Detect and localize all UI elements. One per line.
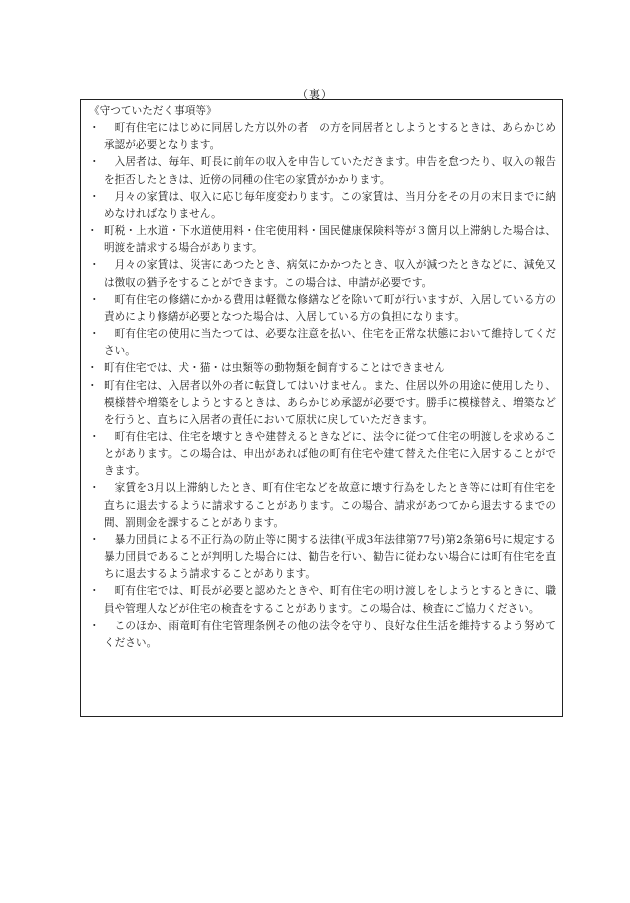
rule-text: 町有住宅では、犬・猫・は虫類等の動物類を飼育することはできません xyxy=(104,362,445,375)
bullet-icon: ・ xyxy=(89,585,100,598)
rule-item xyxy=(87,480,556,531)
rule-item xyxy=(87,532,556,583)
rule-item xyxy=(87,154,556,188)
bullet-icon: ・ xyxy=(89,190,100,203)
rule-item xyxy=(87,326,556,360)
bullet-icon: ・ xyxy=(89,293,100,306)
page-header: （裏） xyxy=(297,88,333,101)
rule-item xyxy=(87,618,556,652)
rule-item xyxy=(87,378,556,429)
rule-text: 家賃を3月以上滞納したとき、町有住宅などを故意に壊す行為をしたとき等には町有住宅を直ちに退去するように請求することがあります。この場合、請求があつてから退去するまでの間、罰則金を課することがあります。 xyxy=(104,482,556,529)
rule-item xyxy=(87,120,556,154)
bullet-icon: ・ xyxy=(87,379,98,392)
bullet-icon: ・ xyxy=(87,225,98,238)
rule-item xyxy=(87,189,556,223)
rule-item xyxy=(87,223,556,257)
bullet-icon: ・ xyxy=(89,482,100,495)
rule-text: 町有住宅の修繕にかかる費用は軽微な修繕などを除いて町が行いますが、入居している方の責めにより修繕が必要となつた場合は、入居している方の負担になります。 xyxy=(104,293,556,323)
bullet-icon: ・ xyxy=(89,619,100,632)
bullet-icon: ・ xyxy=(89,259,100,272)
rule-text: 町有住宅は、住宅を壊すときや建替えるときなどに、法令に従つて住宅の明渡しを求めることがあります。この場合は、申出があれば他の町有住宅や建て替えた住宅に入居することができます。 xyxy=(104,430,556,478)
rule-text: 月々の家賃は、災害にあつたとき、病気にかかつたとき、収入が減つたときなどに、減免又は徴収の猶予をすることができます。この場合は、申請が必要です。 xyxy=(104,259,556,289)
bullet-icon: ・ xyxy=(89,533,100,546)
bullet-icon: ・ xyxy=(89,156,100,169)
rule-item xyxy=(87,257,556,291)
rule-text: 町有住宅は、入居者以外の者に転貸してはいけません。また、住居以外の用途に使用したり、模様替や増築をしようとするときは、あらかじめ承認が必要です。勝手に模様替え、増築などを行うと、直ちに入居者の責任において原状に戻していただきます。 xyxy=(104,379,556,426)
rule-text: 町税・上水道・下水道使用料・住宅使用料・国民健康保険料等が３箇月以上滞納した場合は、明渡を請求する場合があります。 xyxy=(104,225,556,255)
rule-text: 町有住宅では、町長が必要と認めたときや、町有住宅の明け渡しをしようとするときに、職員や管理人などが住宅の検査をすることがあります。この場合は、検査にご協力ください。 xyxy=(104,585,556,615)
rule-text: 町有住宅にはじめに同居した方以外の者 の方を同居者としようとするときは、あらかじめ承認が必要となります。 xyxy=(104,122,556,152)
rules-title: 《守つていただく事項等》 xyxy=(89,105,217,117)
rule-item xyxy=(87,583,556,617)
rule-text: このほか、雨竜町有住宅管理条例その他の法令を守り、良好な住生活を維持するよう努めてください。 xyxy=(104,619,556,649)
rules-box xyxy=(80,99,563,717)
rule-text: 町有住宅の使用に当たつては、必要な注意を払い、住宅を正常な状態において維持してください。 xyxy=(104,328,556,358)
bullet-icon: ・ xyxy=(89,122,100,135)
rule-item xyxy=(87,292,556,326)
rule-list xyxy=(87,120,556,652)
rule-text: 月々の家賃は、収入に応じ毎年度変わります。この家賃は、当月分をその月の末日までに納めなければなりません。 xyxy=(104,190,556,220)
bullet-icon: ・ xyxy=(87,362,98,375)
rule-text: 暴力団員による不正行為の防止等に関する法律(平成3年法律第77号)第2条第6号に規定する暴力団員であることが判明した場合には、勧告を行い、勧告に従わない場合には町有住宅を直ちに退去するよう請求することがあります。 xyxy=(104,533,556,581)
rule-text: 入居者は、毎年、町長に前年の収入を申告していただきます。申告を怠つたり、収入の報告を拒否したときは、近傍の同種の住宅の家賃がかかります。 xyxy=(104,156,556,186)
bullet-icon: ・ xyxy=(89,328,100,341)
rule-item xyxy=(87,429,556,480)
bullet-icon: ・ xyxy=(89,430,100,443)
rule-item xyxy=(87,360,556,377)
